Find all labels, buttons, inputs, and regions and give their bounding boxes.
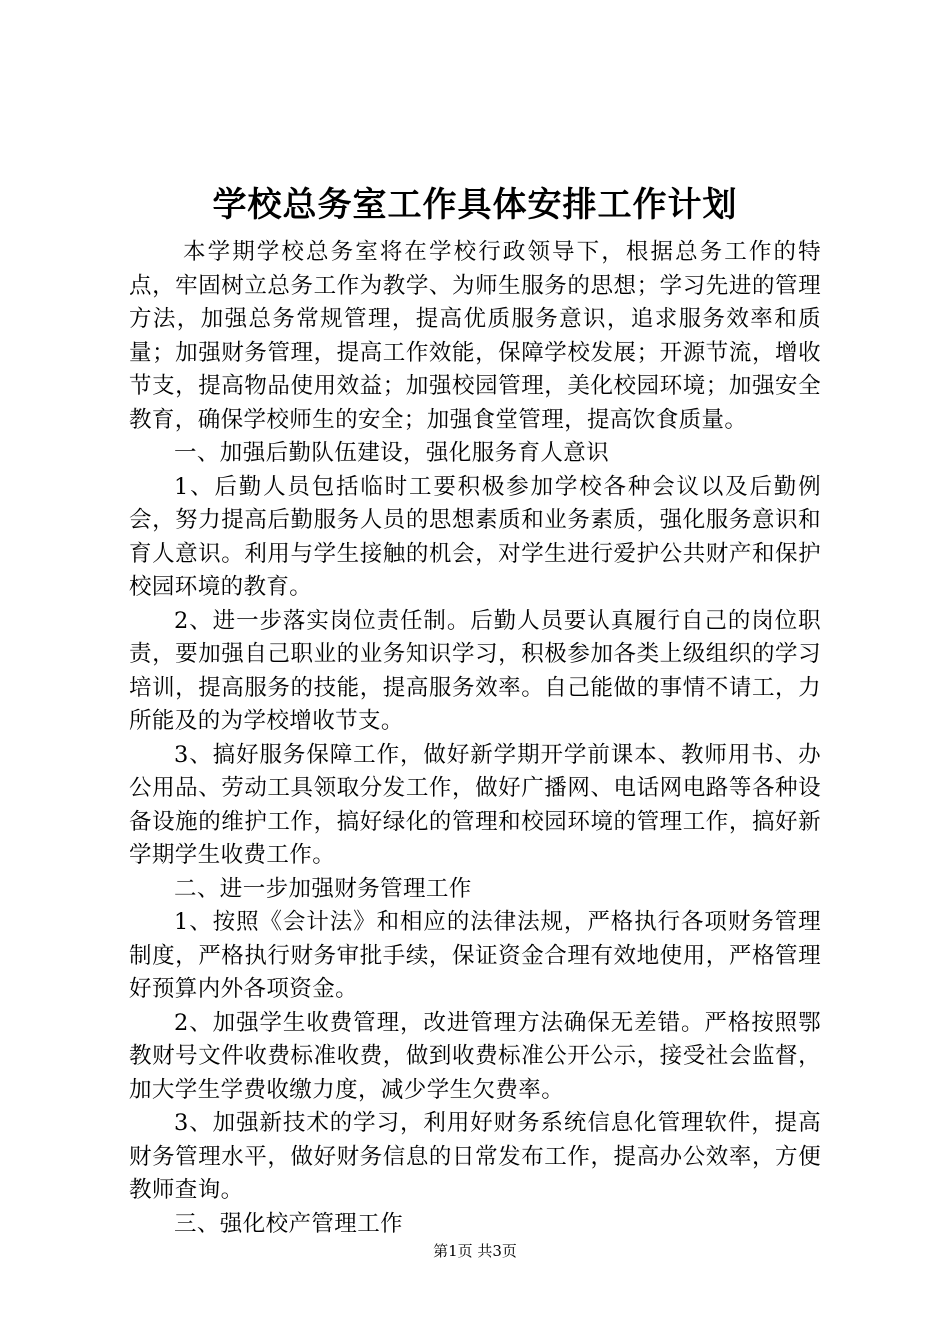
paragraph-1-1: 1、后勤人员包括临时工要积极参加学校各种会议以及后勤例会，努力提高后勤服务人员的思想素质和业务素质，强化服务意识和育人意识。利用与学生接触的机会，对学生进行爱护公共财产和保护校园环境的教育。 xyxy=(129,473,821,600)
section-heading-3: 三、强化校产管理工作 xyxy=(174,1210,404,1237)
paragraph-1-2: 2、进一步落实岗位责任制。后勤人员要认真履行自己的岗位职责，要加强自己职业的业务知识学习，积极参加各类上级组织的学习培训，提高服务的技能，提高服务效率。自己能做的事情不请工，力所能及的为学校增收节支。 xyxy=(129,607,821,734)
page-number-footer: 第1页 共3页 xyxy=(433,1242,517,1260)
intro-paragraph: 本学期学校总务室将在学校行政领导下，根据总务工作的特点，牢固树立总务工作为教学、为师生服务的思想；学习先进的管理方法，加强总务常规管理，提高优质服务意识，追求服务效率和质量；加强财务管理，提高工作效能，保障学校发展；开源节流，增收节支，提高物品使用效益；加强校园管理，美化校园环境；加强安全教育，确保学校师生的安全；加强食堂管理，提高饮食质量。 xyxy=(129,239,821,433)
section-heading-2: 二、进一步加强财务管理工作 xyxy=(174,875,472,902)
paragraph-1-3: 3、搞好服务保障工作，做好新学期开学前课本、教师用书、办公用品、劳动工具领取分发工作，做好广播网、电话网电路等各种设备设施的维护工作，搞好绿化的管理和校园环境的管理工作，搞好新学期学生收费工作。 xyxy=(129,741,821,868)
section-heading-1: 一、加强后勤队伍建设，强化服务育人意识 xyxy=(174,440,610,466)
document-body xyxy=(129,236,821,1241)
document-title: 学校总务室工作具体安排工作计划 xyxy=(212,185,738,225)
paragraph-2-2: 2、加强学生收费管理，改进管理方法确保无差错。严格按照鄂教财号文件收费标准收费，做到收费标准公开公示，接受社会监督，加大学生学费收缴力度，减少学生欠费率。 xyxy=(129,1009,821,1103)
paragraph-2-1: 1、按照《会计法》和相应的法律法规，严格执行各项财务管理制度，严格执行财务审批手续，保证资金合理有效地使用，严格管理好预算内外各项资金。 xyxy=(129,909,821,1002)
paragraph-2-3: 3、加强新技术的学习，利用好财务系统信息化管理软件，提高财务管理水平，做好财务信息的日常发布工作，提高办公效率，方便教师查询。 xyxy=(129,1110,821,1203)
